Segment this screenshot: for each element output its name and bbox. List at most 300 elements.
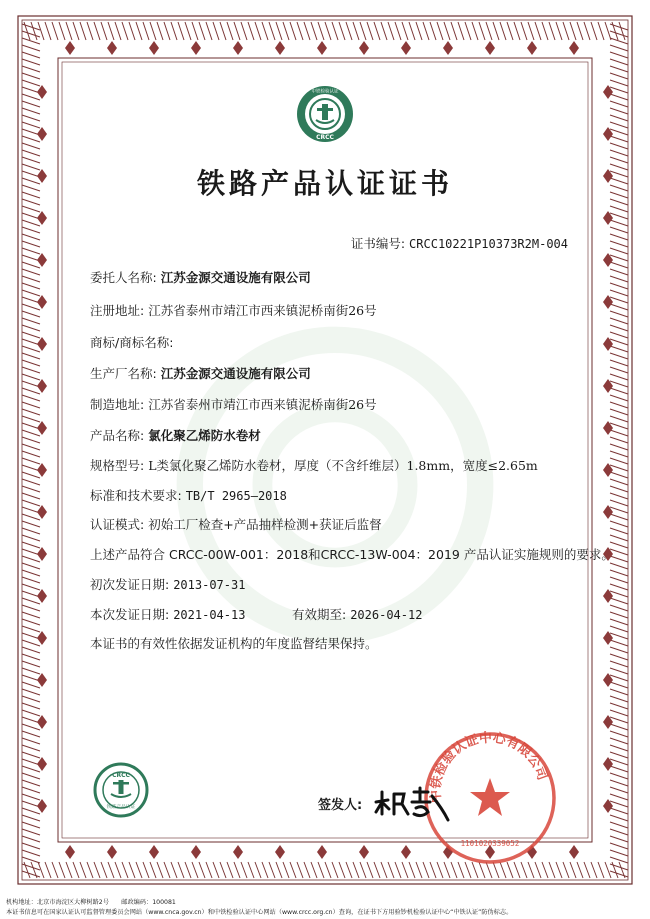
border-hatch-line bbox=[610, 45, 628, 51]
border-hatch-line bbox=[227, 862, 233, 878]
client-value: 江苏金源交通设施有限公司 bbox=[160, 270, 311, 285]
border-hatch-line bbox=[22, 108, 40, 114]
border-hatch-line bbox=[297, 862, 303, 878]
border-diamond-icon bbox=[37, 547, 47, 561]
border-hatch-line bbox=[22, 311, 40, 317]
border-hatch-line bbox=[610, 738, 628, 744]
border-hatch-line bbox=[22, 80, 40, 86]
border-hatch-line bbox=[262, 22, 268, 40]
border-hatch-line bbox=[563, 862, 569, 878]
border-diamond-icon bbox=[191, 41, 201, 55]
border-hatch-line bbox=[22, 115, 40, 121]
border-hatch-line bbox=[610, 451, 628, 457]
border-hatch-line bbox=[22, 787, 40, 793]
field-client bbox=[90, 268, 311, 286]
border-hatch-line bbox=[610, 640, 628, 646]
border-hatch-line bbox=[22, 318, 40, 324]
border-hatch-line bbox=[610, 829, 628, 835]
border-hatch-line bbox=[304, 862, 310, 878]
border-diamond-icon bbox=[569, 845, 579, 859]
svg-text:CRCC: CRCC bbox=[112, 772, 130, 779]
border-hatch-line bbox=[22, 325, 40, 331]
border-hatch-line bbox=[577, 862, 583, 878]
border-hatch-line bbox=[610, 374, 628, 380]
border-hatch-line bbox=[610, 227, 628, 233]
border-hatch-line bbox=[22, 276, 40, 282]
border-hatch-line bbox=[115, 862, 121, 878]
border-hatch-line bbox=[122, 862, 128, 878]
border-hatch-line bbox=[22, 542, 40, 548]
border-hatch-line bbox=[479, 22, 485, 40]
border-hatch-line bbox=[87, 862, 93, 878]
border-hatch-line bbox=[22, 738, 40, 744]
border-hatch-line bbox=[94, 862, 100, 878]
border-hatch-line bbox=[22, 808, 40, 814]
field-trademark bbox=[90, 333, 173, 351]
reg-address-label: 注册地址: bbox=[90, 303, 145, 318]
border-hatch-line bbox=[150, 862, 156, 878]
border-hatch-line bbox=[610, 66, 628, 72]
border-hatch-line bbox=[610, 766, 628, 772]
border-hatch-line bbox=[213, 22, 219, 40]
manufacturer-label: 生产厂名称: bbox=[90, 366, 157, 381]
border-hatch-line bbox=[610, 220, 628, 226]
border-hatch-line bbox=[610, 234, 628, 240]
border-hatch-line bbox=[22, 836, 40, 842]
border-hatch-line bbox=[66, 862, 72, 878]
border-diamond-icon bbox=[37, 799, 47, 813]
border-hatch-line bbox=[22, 94, 40, 100]
border-hatch-line bbox=[262, 862, 268, 878]
border-hatch-line bbox=[22, 122, 40, 128]
border-hatch-line bbox=[22, 59, 40, 65]
border-hatch-line bbox=[22, 794, 40, 800]
cert-no-value: CRCC10221P10373R2M-004 bbox=[409, 237, 568, 251]
border-hatch-line bbox=[346, 22, 352, 40]
border-hatch-line bbox=[276, 862, 282, 878]
border-hatch-line bbox=[610, 577, 628, 583]
border-hatch-line bbox=[360, 22, 366, 40]
border-hatch-line bbox=[22, 598, 40, 604]
border-hatch-line bbox=[610, 535, 628, 541]
border-hatch-line bbox=[22, 556, 40, 562]
border-hatch-line bbox=[22, 493, 40, 499]
border-diamond-icon bbox=[443, 41, 453, 55]
border-hatch-line bbox=[610, 584, 628, 590]
border-hatch-line bbox=[297, 22, 303, 40]
border-hatch-line bbox=[192, 862, 198, 878]
border-diamond-icon bbox=[527, 41, 537, 55]
border-hatch-line bbox=[45, 862, 51, 878]
border-hatch-line bbox=[22, 360, 40, 366]
border-hatch-line bbox=[610, 290, 628, 296]
border-hatch-line bbox=[416, 22, 422, 40]
border-diamond-icon bbox=[233, 845, 243, 859]
this-issue-label: 本次发证日期: bbox=[90, 607, 170, 622]
field-standard bbox=[90, 486, 287, 504]
border-diamond-icon bbox=[317, 41, 327, 55]
border-hatch-line bbox=[59, 22, 65, 40]
border-hatch-line bbox=[22, 731, 40, 737]
border-hatch-line bbox=[22, 752, 40, 758]
border-hatch-line bbox=[610, 570, 628, 576]
border-hatch-line bbox=[610, 318, 628, 324]
border-hatch-line bbox=[610, 80, 628, 86]
border-hatch-line bbox=[584, 862, 590, 878]
border-hatch-line bbox=[157, 862, 163, 878]
border-hatch-line bbox=[22, 241, 40, 247]
border-diamond-icon bbox=[569, 41, 579, 55]
border-hatch-line bbox=[472, 22, 478, 40]
border-hatch-line bbox=[528, 22, 534, 40]
border-hatch-line bbox=[22, 143, 40, 149]
border-hatch-line bbox=[234, 22, 240, 40]
border-hatch-line bbox=[22, 444, 40, 450]
border-hatch-line bbox=[409, 862, 415, 878]
border-hatch-line bbox=[332, 22, 338, 40]
field-manufacturing-address bbox=[90, 395, 377, 413]
border-hatch-line bbox=[24, 862, 30, 878]
border-hatch-line bbox=[610, 150, 628, 156]
border-hatch-line bbox=[22, 220, 40, 226]
border-hatch-line bbox=[610, 661, 628, 667]
border-hatch-line bbox=[610, 38, 628, 44]
border-hatch-line bbox=[143, 22, 149, 40]
border-hatch-line bbox=[591, 22, 597, 40]
border-hatch-line bbox=[610, 59, 628, 65]
border-hatch-line bbox=[157, 22, 163, 40]
border-hatch-line bbox=[610, 24, 628, 30]
border-hatch-line bbox=[206, 862, 212, 878]
border-hatch-line bbox=[22, 871, 40, 877]
border-hatch-line bbox=[45, 22, 51, 40]
trademark-label: 商标/商标名称: bbox=[90, 335, 174, 350]
border-diamond-icon bbox=[149, 41, 159, 55]
border-hatch-line bbox=[610, 871, 628, 877]
border-hatch-line bbox=[610, 745, 628, 751]
border-hatch-line bbox=[507, 22, 513, 40]
border-hatch-line bbox=[610, 437, 628, 443]
border-hatch-line bbox=[619, 22, 625, 40]
border-hatch-line bbox=[610, 752, 628, 758]
product-value: 氯化聚乙烯防水卷材 bbox=[148, 428, 261, 443]
certificate-number bbox=[351, 234, 568, 252]
standard-value: TB/T 2965—2018 bbox=[185, 489, 287, 503]
border-hatch-line bbox=[570, 22, 576, 40]
border-hatch-line bbox=[514, 22, 520, 40]
mode-value: 初始工厂检查+产品抽样检测+获证后监督 bbox=[148, 517, 382, 532]
border-hatch-line bbox=[220, 862, 226, 878]
border-hatch-line bbox=[22, 227, 40, 233]
border-hatch-line bbox=[610, 115, 628, 121]
border-hatch-line bbox=[206, 22, 212, 40]
border-hatch-line bbox=[269, 862, 275, 878]
border-hatch-line bbox=[610, 500, 628, 506]
field-first-issue-date bbox=[90, 575, 245, 593]
border-hatch-line bbox=[610, 654, 628, 660]
border-hatch-line bbox=[610, 206, 628, 212]
border-diamond-icon bbox=[359, 845, 369, 859]
border-hatch-line bbox=[563, 22, 569, 40]
border-hatch-line bbox=[339, 22, 345, 40]
border-hatch-line bbox=[22, 822, 40, 828]
border-hatch-line bbox=[255, 22, 261, 40]
border-hatch-line bbox=[115, 22, 121, 40]
border-diamond-icon bbox=[485, 41, 495, 55]
border-hatch-line bbox=[22, 374, 40, 380]
border-hatch-line bbox=[150, 22, 156, 40]
border-hatch-line bbox=[610, 787, 628, 793]
border-diamond-icon bbox=[107, 845, 117, 859]
mfg-address-value: 江苏省泰州市靖江市西来镇泥桥南街26号 bbox=[148, 397, 377, 412]
border-hatch-line bbox=[610, 346, 628, 352]
mode-label: 认证模式: bbox=[90, 517, 145, 532]
border-hatch-line bbox=[22, 479, 40, 485]
border-hatch-line bbox=[610, 52, 628, 58]
border-hatch-line bbox=[430, 22, 436, 40]
border-hatch-line bbox=[610, 241, 628, 247]
border-hatch-line bbox=[437, 22, 443, 40]
border-hatch-line bbox=[283, 862, 289, 878]
border-hatch-line bbox=[22, 696, 40, 702]
border-hatch-line bbox=[610, 479, 628, 485]
border-hatch-line bbox=[610, 668, 628, 674]
border-hatch-line bbox=[610, 276, 628, 282]
standard-label: 标准和技术要求: bbox=[90, 488, 182, 503]
border-hatch-line bbox=[610, 248, 628, 254]
border-hatch-line bbox=[22, 472, 40, 478]
border-hatch-line bbox=[610, 836, 628, 842]
border-hatch-line bbox=[143, 862, 149, 878]
border-hatch-line bbox=[610, 843, 628, 849]
border-hatch-line bbox=[325, 862, 331, 878]
border-hatch-line bbox=[465, 22, 471, 40]
border-hatch-line bbox=[610, 262, 628, 268]
border-hatch-line bbox=[101, 22, 107, 40]
border-diamond-icon bbox=[37, 85, 47, 99]
first-issue-value: 2013-07-31 bbox=[173, 578, 246, 592]
border-hatch-line bbox=[248, 22, 254, 40]
border-hatch-line bbox=[129, 862, 135, 878]
border-hatch-line bbox=[22, 458, 40, 464]
border-hatch-line bbox=[610, 360, 628, 366]
border-hatch-line bbox=[52, 22, 58, 40]
field-this-issue-date bbox=[90, 605, 245, 623]
border-hatch-line bbox=[22, 528, 40, 534]
border-hatch-line bbox=[241, 22, 247, 40]
border-hatch-line bbox=[610, 325, 628, 331]
border-hatch-line bbox=[610, 108, 628, 114]
border-hatch-line bbox=[542, 22, 548, 40]
border-hatch-line bbox=[610, 731, 628, 737]
border-hatch-line bbox=[199, 862, 205, 878]
border-hatch-line bbox=[451, 22, 457, 40]
border-hatch-line bbox=[22, 766, 40, 772]
border-hatch-line bbox=[22, 437, 40, 443]
field-registered-address bbox=[90, 301, 377, 319]
svg-text:中铁检验认证: 中铁检验认证 bbox=[311, 89, 339, 95]
border-hatch-line bbox=[610, 626, 628, 632]
border-hatch-line bbox=[444, 22, 450, 40]
border-hatch-line bbox=[22, 647, 40, 653]
border-hatch-line bbox=[22, 136, 40, 142]
mfg-address-label: 制造地址: bbox=[90, 397, 145, 412]
border-hatch-line bbox=[80, 22, 86, 40]
border-hatch-line bbox=[610, 612, 628, 618]
border-hatch-line bbox=[22, 843, 40, 849]
border-hatch-line bbox=[22, 745, 40, 751]
border-hatch-line bbox=[535, 22, 541, 40]
border-hatch-line bbox=[22, 332, 40, 338]
border-hatch-line bbox=[22, 829, 40, 835]
border-hatch-line bbox=[610, 136, 628, 142]
border-diamond-icon bbox=[275, 41, 285, 55]
border-hatch-line bbox=[255, 862, 261, 878]
border-hatch-line bbox=[22, 661, 40, 667]
border-hatch-line bbox=[610, 409, 628, 415]
border-hatch-line bbox=[395, 862, 401, 878]
certificate-title: 铁路产品认证证书 bbox=[196, 167, 453, 200]
border-hatch-line bbox=[610, 283, 628, 289]
border-hatch-line bbox=[227, 22, 233, 40]
border-hatch-line bbox=[22, 619, 40, 625]
border-hatch-line bbox=[22, 780, 40, 786]
border-hatch-line bbox=[164, 22, 170, 40]
border-hatch-line bbox=[171, 22, 177, 40]
border-diamond-icon bbox=[37, 589, 47, 603]
border-hatch-line bbox=[22, 101, 40, 107]
border-hatch-line bbox=[171, 862, 177, 878]
border-hatch-line bbox=[577, 22, 583, 40]
border-hatch-line bbox=[164, 862, 170, 878]
border-hatch-line bbox=[570, 862, 576, 878]
border-hatch-line bbox=[283, 22, 289, 40]
border-diamond-icon bbox=[233, 41, 243, 55]
border-hatch-line bbox=[22, 486, 40, 492]
border-hatch-line bbox=[610, 647, 628, 653]
border-hatch-line bbox=[610, 773, 628, 779]
border-hatch-line bbox=[94, 22, 100, 40]
border-hatch-line bbox=[610, 710, 628, 716]
border-hatch-line bbox=[610, 521, 628, 527]
border-hatch-line bbox=[185, 22, 191, 40]
border-hatch-line bbox=[22, 290, 40, 296]
border-hatch-line bbox=[486, 22, 492, 40]
border-hatch-line bbox=[22, 514, 40, 520]
border-hatch-line bbox=[610, 619, 628, 625]
border-hatch-line bbox=[22, 38, 40, 44]
border-hatch-line bbox=[402, 862, 408, 878]
border-hatch-line bbox=[598, 22, 604, 40]
border-hatch-line bbox=[276, 22, 282, 40]
border-hatch-line bbox=[610, 444, 628, 450]
border-hatch-line bbox=[38, 22, 44, 40]
border-hatch-line bbox=[388, 862, 394, 878]
signature-icon bbox=[372, 782, 452, 822]
border-hatch-line bbox=[22, 353, 40, 359]
border-hatch-line bbox=[610, 794, 628, 800]
border-hatch-line bbox=[610, 101, 628, 107]
border-hatch-line bbox=[22, 388, 40, 394]
border-hatch-line bbox=[22, 640, 40, 646]
border-diamond-icon bbox=[37, 295, 47, 309]
border-hatch-line bbox=[22, 612, 40, 618]
border-hatch-line bbox=[108, 22, 114, 40]
border-hatch-line bbox=[610, 416, 628, 422]
border-hatch-line bbox=[610, 388, 628, 394]
border-diamond-icon bbox=[37, 253, 47, 267]
border-hatch-line bbox=[73, 22, 79, 40]
border-hatch-line bbox=[610, 724, 628, 730]
border-hatch-line bbox=[22, 150, 40, 156]
border-hatch-line bbox=[178, 22, 184, 40]
border-hatch-line bbox=[318, 862, 324, 878]
border-hatch-line bbox=[584, 22, 590, 40]
border-hatch-line bbox=[248, 862, 254, 878]
border-hatch-line bbox=[610, 864, 628, 870]
valid-until-label: 有效期至: bbox=[292, 607, 347, 622]
svg-text:铁路产品认证: 铁路产品认证 bbox=[106, 805, 136, 810]
border-diamond-icon bbox=[65, 845, 75, 859]
border-hatch-line bbox=[199, 22, 205, 40]
border-hatch-line bbox=[22, 703, 40, 709]
border-hatch-line bbox=[22, 206, 40, 212]
this-issue-value: 2021-04-13 bbox=[173, 608, 246, 622]
border-hatch-line bbox=[493, 22, 499, 40]
border-hatch-line bbox=[610, 689, 628, 695]
border-hatch-line bbox=[610, 815, 628, 821]
border-hatch-line bbox=[22, 570, 40, 576]
border-hatch-line bbox=[610, 31, 628, 37]
manufacturer-value: 江苏金源交通设施有限公司 bbox=[160, 366, 311, 381]
field-product-name bbox=[90, 426, 261, 444]
border-diamond-icon bbox=[359, 41, 369, 55]
border-hatch-line bbox=[22, 346, 40, 352]
border-hatch-line bbox=[22, 535, 40, 541]
border-hatch-line bbox=[22, 626, 40, 632]
conformity-statement: 上述产品符合 CRCC-00W-001：2018和CRCC-13W-004：2019 产品认证实施规则的要求。 bbox=[90, 547, 614, 562]
border-hatch-line bbox=[610, 514, 628, 520]
border-diamond-icon bbox=[401, 41, 411, 55]
border-hatch-line bbox=[192, 22, 198, 40]
border-hatch-line bbox=[610, 458, 628, 464]
border-hatch-line bbox=[610, 780, 628, 786]
border-hatch-line bbox=[304, 22, 310, 40]
border-diamond-icon bbox=[65, 41, 75, 55]
border-hatch-line bbox=[108, 862, 114, 878]
border-diamond-icon bbox=[37, 421, 47, 435]
border-hatch-line bbox=[610, 822, 628, 828]
border-hatch-line bbox=[610, 402, 628, 408]
border-hatch-line bbox=[610, 528, 628, 534]
border-diamond-icon bbox=[317, 845, 327, 859]
border-hatch-line bbox=[610, 850, 628, 856]
border-diamond-icon bbox=[37, 757, 47, 771]
border-hatch-line bbox=[556, 22, 562, 40]
border-hatch-line bbox=[22, 416, 40, 422]
border-hatch-line bbox=[22, 45, 40, 51]
border-hatch-line bbox=[610, 696, 628, 702]
border-hatch-line bbox=[367, 22, 373, 40]
border-hatch-line bbox=[610, 269, 628, 275]
border-hatch-line bbox=[290, 862, 296, 878]
border-hatch-line bbox=[22, 584, 40, 590]
border-hatch-line bbox=[22, 31, 40, 37]
cert-no-label: 证书编号: bbox=[350, 236, 406, 251]
border-diamond-icon bbox=[37, 379, 47, 393]
field-specification bbox=[90, 456, 538, 474]
border-hatch-line bbox=[22, 815, 40, 821]
